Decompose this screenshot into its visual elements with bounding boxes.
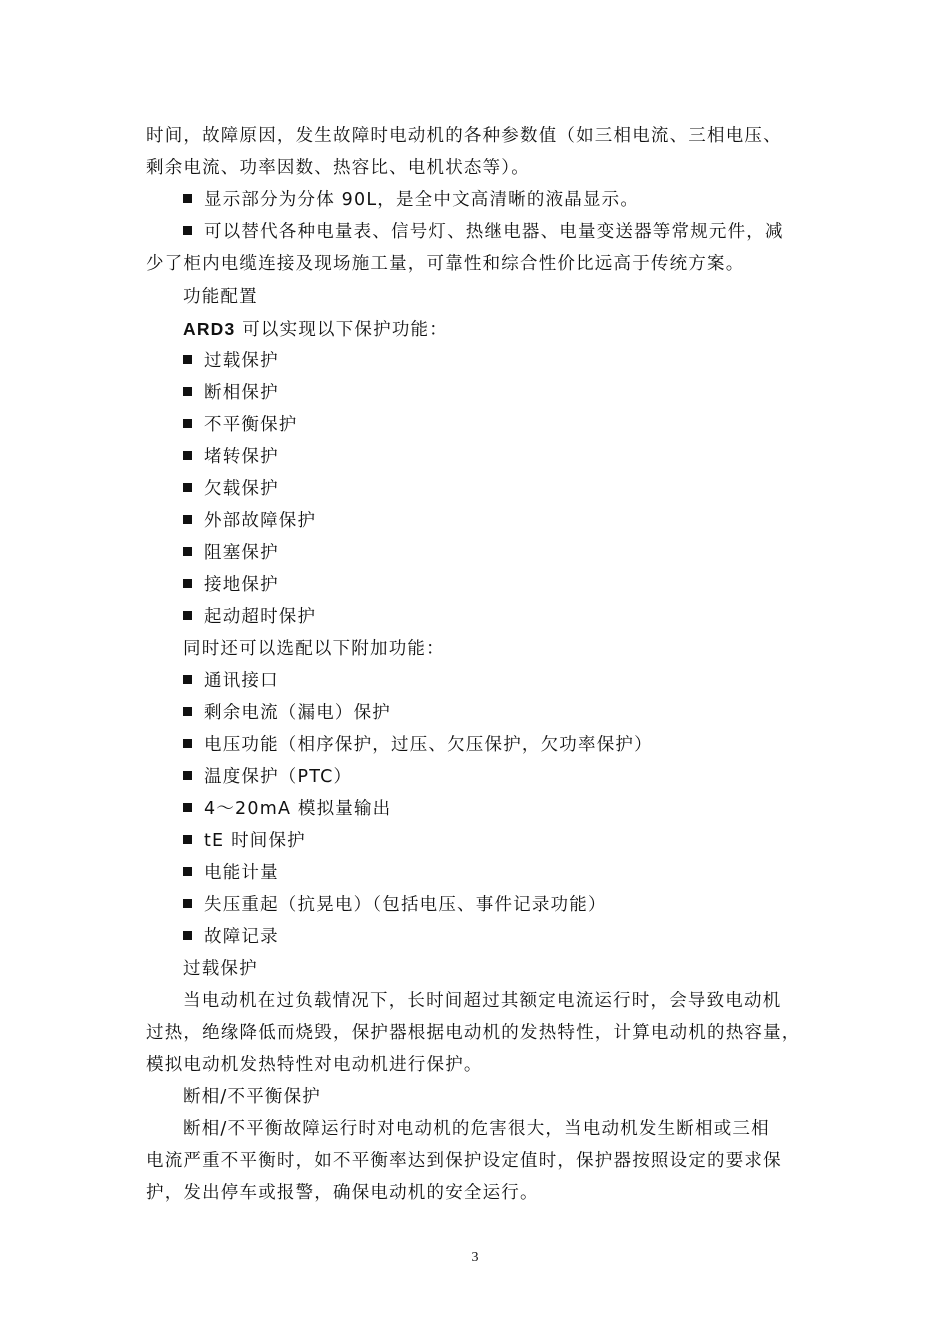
- bullet-text: 过载保护: [204, 351, 279, 371]
- text-line: 断相/不平衡故障运行时对电动机的危害很大，当电动机发生断相或三相: [183, 1119, 770, 1139]
- square-bullet-icon: [183, 867, 192, 876]
- square-bullet-icon: [183, 899, 192, 908]
- text-line: [183, 317, 848, 342]
- bullet-item: [183, 733, 848, 757]
- bullet-text: 失压重起（抗晃电）（包括电压、事件记录功能）: [204, 895, 607, 915]
- square-bullet-icon: [183, 803, 192, 812]
- text-span: 可以实现以下保护功能：: [235, 320, 448, 340]
- bullet-text: 接地保护: [204, 575, 279, 595]
- bullet-item: [183, 509, 848, 533]
- bullet-text: 剩余电流（漏电）保护: [204, 703, 391, 723]
- bullet-item: [183, 220, 848, 244]
- square-bullet-icon: [183, 226, 192, 235]
- section-heading: 功能配置: [183, 287, 258, 307]
- bullet-item: [183, 893, 848, 917]
- square-bullet-icon: [183, 739, 192, 748]
- section-heading: 断相/不平衡保护: [183, 1087, 321, 1107]
- bullet-item: [183, 925, 848, 949]
- text-line: 剩余电流、功率因数、热容比、电机状态等）。: [146, 158, 530, 178]
- text-line: 护，发出停车或报警，确保电动机的安全运行。: [146, 1183, 539, 1203]
- bullet-text: 故障记录: [204, 927, 279, 947]
- square-bullet-icon: [183, 451, 192, 460]
- bullet-text: 4～20mA 模拟量输出: [204, 799, 392, 819]
- text-line: 时间，故障原因，发生故障时电动机的各种参数值（如三相电流、三相电压、: [146, 126, 782, 146]
- bullet-text: tE 时间保护: [204, 831, 306, 851]
- bullet-item: [183, 477, 848, 501]
- bullet-item: [183, 381, 848, 405]
- square-bullet-icon: [183, 419, 192, 428]
- bullet-text: 断相保护: [204, 383, 279, 403]
- square-bullet-icon: [183, 611, 192, 620]
- bullet-item: [183, 861, 848, 885]
- bullet-text: 显示部分为分体 90L，是全中文高清晰的液晶显示。: [204, 190, 640, 210]
- bullet-text: 欠载保护: [204, 479, 279, 499]
- square-bullet-icon: [183, 194, 192, 203]
- bullet-text: 堵转保护: [204, 447, 279, 467]
- square-bullet-icon: [183, 579, 192, 588]
- square-bullet-icon: [183, 835, 192, 844]
- text-line: 模拟电动机发热特性对电动机进行保护。: [146, 1055, 483, 1075]
- bullet-item: [183, 541, 848, 565]
- square-bullet-icon: [183, 707, 192, 716]
- bullet-text: 阻塞保护: [204, 543, 279, 563]
- section-heading: 过载保护: [183, 959, 258, 979]
- text-line: 电流严重不平衡时，如不平衡率达到保护设定值时，保护器按照设定的要求保: [146, 1151, 782, 1171]
- bullet-text: 不平衡保护: [204, 415, 298, 435]
- model-name: ARD3: [183, 319, 236, 339]
- text-line: 少了柜内电缆连接及现场施工量，可靠性和综合性价比远高于传统方案。: [146, 254, 745, 274]
- bullet-text: 电能计量: [204, 863, 279, 883]
- bullet-text: 外部故障保护: [204, 511, 317, 531]
- bullet-item: [183, 701, 848, 725]
- text-line: 同时还可以选配以下附加功能：: [183, 639, 445, 659]
- bullet-item: [183, 445, 848, 469]
- bullet-item: [183, 349, 848, 373]
- page-number: 3: [471, 1250, 479, 1265]
- bullet-item: [183, 765, 848, 789]
- bullet-item: [183, 669, 848, 693]
- square-bullet-icon: [183, 771, 192, 780]
- bullet-text: 电压功能（相序保护，过压、欠压保护，欠功率保护）: [204, 735, 653, 755]
- square-bullet-icon: [183, 483, 192, 492]
- bullet-text: 温度保护（PTC）: [204, 767, 353, 787]
- square-bullet-icon: [183, 355, 192, 364]
- bullet-item: [183, 797, 848, 821]
- square-bullet-icon: [183, 931, 192, 940]
- square-bullet-icon: [183, 387, 192, 396]
- square-bullet-icon: [183, 515, 192, 524]
- square-bullet-icon: [183, 547, 192, 556]
- bullet-item: [183, 605, 848, 629]
- bullet-text: 通讯接口: [204, 671, 279, 691]
- bullet-text: 起动超时保护: [204, 607, 317, 627]
- bullet-item: [183, 573, 848, 597]
- bullet-item: [183, 188, 848, 212]
- square-bullet-icon: [183, 675, 192, 684]
- text-line: 当电动机在过负载情况下，长时间超过其额定电流运行时，会导致电动机: [183, 991, 782, 1011]
- text-line: 过热，绝缘降低而烧毁，保护器根据电动机的发热特性，计算电动机的热容量，: [146, 1023, 801, 1043]
- bullet-text: 可以替代各种电量表、信号灯、热继电器、电量变送器等常规元件，减: [204, 222, 784, 242]
- bullet-item: [183, 413, 848, 437]
- bullet-item: [183, 829, 848, 853]
